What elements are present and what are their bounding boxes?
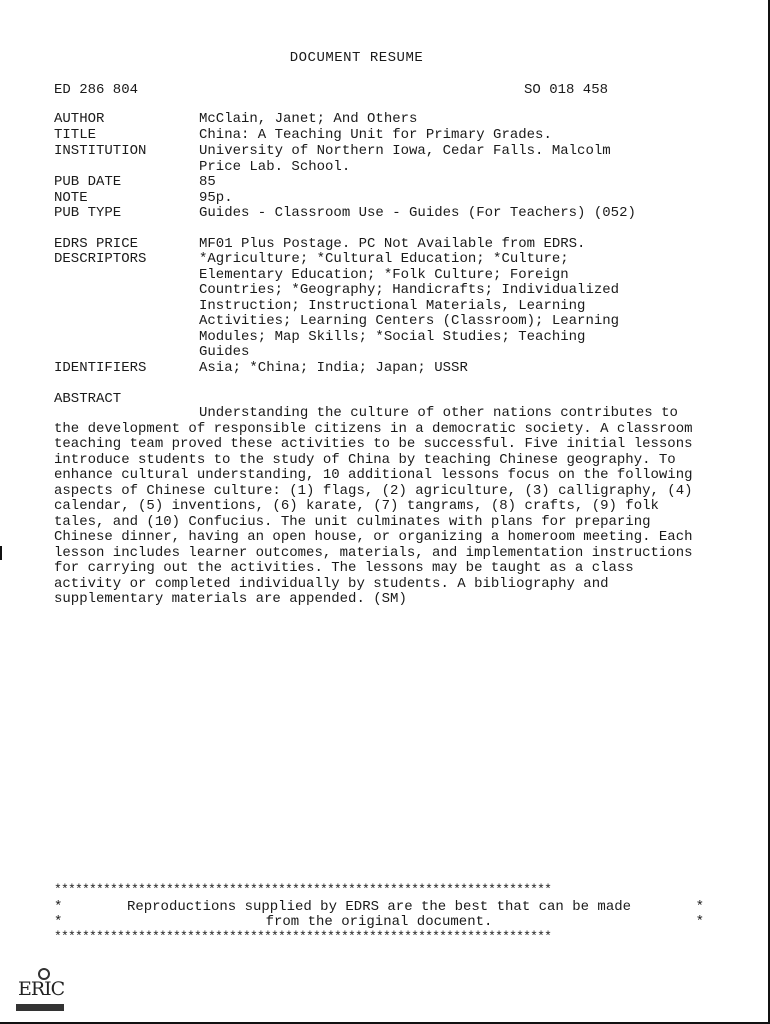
- field-label: IDENTIFIERS: [54, 360, 147, 376]
- eric-logo: [16, 968, 68, 1014]
- field-label: TITLE: [54, 127, 97, 143]
- field-identifiers: [54, 361, 734, 377]
- field-title: [54, 128, 734, 144]
- field-value: China: A Teaching Unit for Primary Grades.: [199, 127, 552, 143]
- field-descriptors: [54, 252, 734, 361]
- notice-star: *: [695, 899, 704, 915]
- field-pub-type: [54, 206, 734, 222]
- notice-border-bottom: ***********************************************************************: [54, 929, 552, 944]
- so-number: SO 018 458: [524, 82, 609, 98]
- eric-logo-text: ERIC: [18, 978, 65, 1000]
- notice-border-top: ***********************************************************************: [54, 882, 552, 897]
- field-value: *Agriculture; *Cultural Education; *Culture; Elementary Education; *Folk Culture; Foreign Countries; *Geography; Handicrafts; Individualized Instruction; Instructional Materials, Learning Activities; Learning Centers (Classroom); Learning Modules; Map Skills; *Social Studies; Teaching Guides: [199, 251, 620, 360]
- notice-star: *: [54, 899, 63, 915]
- page-edge-mark: [0, 546, 2, 560]
- field-institution: [54, 144, 734, 175]
- field-label: PUB TYPE: [54, 205, 122, 221]
- field-label: DESCRIPTORS: [54, 251, 147, 267]
- notice-star: *: [54, 914, 63, 930]
- eric-logo-bar: [16, 1004, 64, 1011]
- notice-line-1: Reproductions supplied by EDRS are the best that can be made: [126, 899, 632, 915]
- abstract-heading: ABSTRACT: [54, 391, 122, 407]
- field-value: 95p.: [199, 190, 233, 206]
- reproduction-notice: [54, 900, 704, 930]
- field-label: INSTITUTION: [54, 143, 147, 159]
- document-title: DOCUMENT RESUME: [289, 50, 424, 66]
- field-label: EDRS PRICE: [54, 236, 139, 252]
- field-author: [54, 112, 734, 128]
- notice-star: *: [695, 914, 704, 930]
- field-label: NOTE: [54, 190, 88, 206]
- abstract-body: [54, 406, 694, 608]
- field-label: PUB DATE: [54, 174, 122, 190]
- field-label: AUTHOR: [54, 111, 105, 127]
- field-value: University of Northern Iowa, Cedar Falls. Malcolm Price Lab. School.: [199, 143, 611, 175]
- field-value: McClain, Janet; And Others: [199, 111, 418, 127]
- abstract-paragraph: Understanding the culture of other nations contributes to the development of responsible citizens in a democratic society. A classroom teaching team proved these activities to be successful. Five initial lessons introduce students to the study of China by teaching Chinese geography. To enhance cultural understanding, 10 additional lessons focus on the following aspects of Chinese culture: (1) flags, (2) agriculture, (3) calligraphy, (4) calendar, (5) inventions, (6) karate, (7) tangrams, (8) crafts, (9) folk tales, and (10) Confucius. The unit culminates with plans for preparing Chinese dinner, having an open house, or organizing a homeroom meeting. Each lesson includes learner outcomes, materials, and implementation instructions for carrying out the activities. The lessons may be taught as a class activity or completed individually by students. A bibliography and supplementary materials are appended. (SM): [54, 405, 693, 607]
- field-value: Asia; *China; India; Japan; USSR: [199, 360, 468, 376]
- field-value: Guides - Classroom Use - Guides (For Teachers) (052): [199, 205, 636, 221]
- field-value: MF01 Plus Postage. PC Not Available from EDRS.: [199, 236, 586, 252]
- field-value: 85: [199, 174, 216, 190]
- field-pub-date: [54, 175, 734, 191]
- ed-number: ED 286 804: [54, 82, 139, 98]
- notice-line-2: from the original document.: [265, 914, 493, 930]
